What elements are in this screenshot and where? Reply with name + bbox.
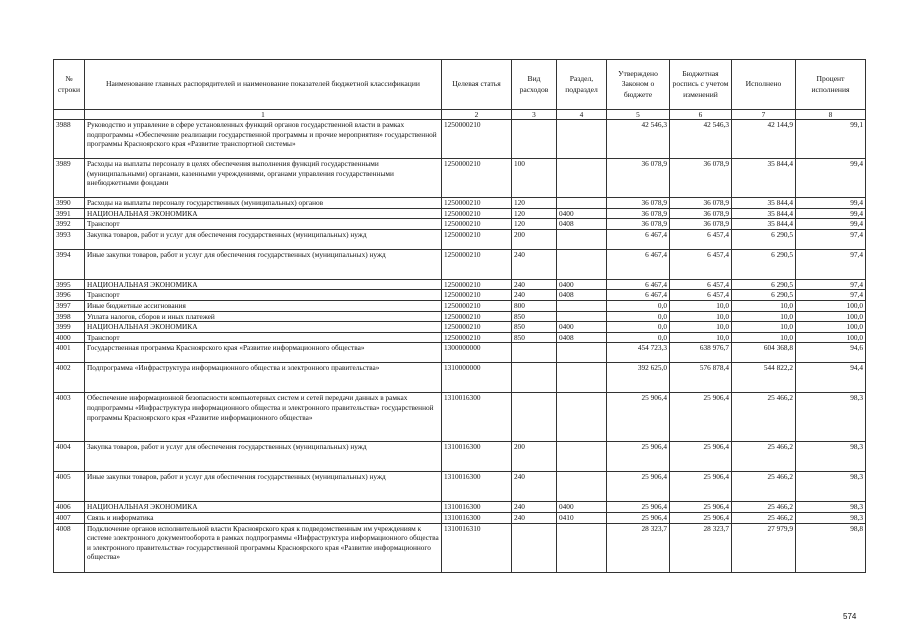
row-number: 3989 bbox=[54, 159, 85, 198]
row-number: 3997 bbox=[54, 300, 85, 311]
col-number: 3 bbox=[512, 110, 557, 120]
table-row bbox=[54, 363, 866, 393]
target-article: 1250000210 bbox=[442, 290, 512, 301]
budget-list-amount: 6 457,4 bbox=[670, 279, 732, 290]
section-code bbox=[557, 120, 607, 159]
row-name: НАЦИОНАЛЬНАЯ ЭКОНОМИКА bbox=[85, 208, 442, 219]
budget-list-amount: 10,0 bbox=[670, 322, 732, 333]
table-row bbox=[54, 442, 866, 472]
budget-list-amount: 36 078,9 bbox=[670, 208, 732, 219]
execution-percent: 97,4 bbox=[796, 229, 866, 249]
table-row bbox=[54, 290, 866, 301]
budget-list-amount: 576 878,4 bbox=[670, 363, 732, 393]
header-approved: Утверждено Законом о бюджете bbox=[607, 60, 670, 110]
table-row bbox=[54, 393, 866, 442]
section-code: 0410 bbox=[557, 512, 607, 523]
execution-percent: 98,3 bbox=[796, 502, 866, 513]
expense-type: 850 bbox=[512, 311, 557, 322]
row-name: Руководство и управление в сфере установленных функций органов государственной власти в рамках подпрограммы «Обеспечение реализации государственной программы и прочие мероприятия» государственной программы Красноярского края «Развитие транспортной системы» bbox=[85, 120, 442, 159]
approved-amount: 25 906,4 bbox=[607, 472, 670, 502]
budget-list-amount: 6 457,4 bbox=[670, 229, 732, 249]
row-number: 3990 bbox=[54, 198, 85, 209]
row-number: 3994 bbox=[54, 249, 85, 279]
approved-amount: 25 906,4 bbox=[607, 502, 670, 513]
approved-amount: 42 546,3 bbox=[607, 120, 670, 159]
section-code bbox=[557, 523, 607, 572]
header-percent: Процент исполнения bbox=[796, 60, 866, 110]
column-numbers-row bbox=[54, 110, 866, 120]
table-row bbox=[54, 300, 866, 311]
executed-amount: 35 844,4 bbox=[732, 198, 796, 209]
budget-list-amount: 25 906,4 bbox=[670, 512, 732, 523]
executed-amount: 25 466,2 bbox=[732, 502, 796, 513]
expense-type bbox=[512, 393, 557, 442]
section-code bbox=[557, 393, 607, 442]
budget-list-amount: 28 323,7 bbox=[670, 523, 732, 572]
section-code bbox=[557, 198, 607, 209]
row-name: Связь и информатика bbox=[85, 512, 442, 523]
section-code: 0408 bbox=[557, 332, 607, 343]
target-article: 1250000210 bbox=[442, 120, 512, 159]
table-row bbox=[54, 523, 866, 572]
target-article: 1310016310 bbox=[442, 523, 512, 572]
approved-amount: 6 467,4 bbox=[607, 290, 670, 301]
execution-percent: 100,0 bbox=[796, 300, 866, 311]
execution-percent: 99,4 bbox=[796, 208, 866, 219]
executed-amount: 42 144,9 bbox=[732, 120, 796, 159]
table-row bbox=[54, 198, 866, 209]
section-code bbox=[557, 472, 607, 502]
budget-list-amount: 25 906,4 bbox=[670, 472, 732, 502]
expense-type: 800 bbox=[512, 300, 557, 311]
approved-amount: 6 467,4 bbox=[607, 249, 670, 279]
executed-amount: 544 822,2 bbox=[732, 363, 796, 393]
budget-list-amount: 10,0 bbox=[670, 311, 732, 322]
target-article: 1250000210 bbox=[442, 159, 512, 198]
expense-type: 240 bbox=[512, 290, 557, 301]
budget-list-amount: 10,0 bbox=[670, 332, 732, 343]
target-article: 1250000210 bbox=[442, 219, 512, 230]
expense-type: 240 bbox=[512, 249, 557, 279]
approved-amount: 392 625,0 bbox=[607, 363, 670, 393]
expense-type: 120 bbox=[512, 208, 557, 219]
execution-percent: 97,4 bbox=[796, 249, 866, 279]
executed-amount: 10,0 bbox=[732, 311, 796, 322]
row-number: 4007 bbox=[54, 512, 85, 523]
execution-percent: 100,0 bbox=[796, 322, 866, 333]
expense-type: 200 bbox=[512, 229, 557, 249]
executed-amount: 27 979,9 bbox=[732, 523, 796, 572]
executed-amount: 35 844,4 bbox=[732, 159, 796, 198]
executed-amount: 10,0 bbox=[732, 322, 796, 333]
approved-amount: 6 467,4 bbox=[607, 279, 670, 290]
budget-list-amount: 6 457,4 bbox=[670, 249, 732, 279]
row-number: 4001 bbox=[54, 343, 85, 363]
executed-amount: 25 466,2 bbox=[732, 472, 796, 502]
target-article: 1310016300 bbox=[442, 512, 512, 523]
target-article: 1310016300 bbox=[442, 472, 512, 502]
execution-percent: 94,4 bbox=[796, 363, 866, 393]
header-budget-list: Бюджетная роспись с учетом изменений bbox=[670, 60, 732, 110]
table-row bbox=[54, 512, 866, 523]
budget-list-amount: 25 906,4 bbox=[670, 442, 732, 472]
table-row bbox=[54, 332, 866, 343]
table-row bbox=[54, 159, 866, 198]
approved-amount: 0,0 bbox=[607, 311, 670, 322]
executed-amount: 25 466,2 bbox=[732, 393, 796, 442]
col-number: 1 bbox=[85, 110, 442, 120]
expense-type: 240 bbox=[512, 279, 557, 290]
header-executed: Исполнено bbox=[732, 60, 796, 110]
execution-percent: 100,0 bbox=[796, 332, 866, 343]
expense-type: 240 bbox=[512, 512, 557, 523]
execution-percent: 100,0 bbox=[796, 311, 866, 322]
expense-type: 100 bbox=[512, 159, 557, 198]
execution-percent: 99,4 bbox=[796, 198, 866, 209]
row-name: Государственная программа Красноярского края «Развитие информационного общества» bbox=[85, 343, 442, 363]
expense-type bbox=[512, 363, 557, 393]
expense-type: 850 bbox=[512, 332, 557, 343]
section-code: 0408 bbox=[557, 290, 607, 301]
section-code bbox=[557, 229, 607, 249]
approved-amount: 36 078,9 bbox=[607, 198, 670, 209]
budget-list-amount: 10,0 bbox=[670, 300, 732, 311]
row-number: 3999 bbox=[54, 322, 85, 333]
target-article: 1250000210 bbox=[442, 311, 512, 322]
executed-amount: 35 844,4 bbox=[732, 208, 796, 219]
target-article: 1310016300 bbox=[442, 393, 512, 442]
row-number: 4002 bbox=[54, 363, 85, 393]
row-name: НАЦИОНАЛЬНАЯ ЭКОНОМИКА bbox=[85, 322, 442, 333]
row-name: Подпрограмма «Инфраструктура информационного общества и электронного правительства» bbox=[85, 363, 442, 393]
budget-list-amount: 638 976,7 bbox=[670, 343, 732, 363]
row-number: 3992 bbox=[54, 219, 85, 230]
row-name: Обеспечение информационной безопасности компьютерных систем и сетей передачи данных в рамках подпрограммы «Инфраструктура информационного общества и электронного правительства» государственной программы Красноярского края «Развитие информационного общества» bbox=[85, 393, 442, 442]
approved-amount: 25 906,4 bbox=[607, 442, 670, 472]
budget-list-amount: 36 078,9 bbox=[670, 198, 732, 209]
approved-amount: 454 723,3 bbox=[607, 343, 670, 363]
approved-amount: 28 323,7 bbox=[607, 523, 670, 572]
header-row-no: № строки bbox=[54, 60, 85, 110]
row-name: Иные закупки товаров, работ и услуг для обеспечения государственных (муниципальных) нужд bbox=[85, 249, 442, 279]
row-name: Транспорт bbox=[85, 290, 442, 301]
section-code: 0400 bbox=[557, 279, 607, 290]
row-number: 3998 bbox=[54, 311, 85, 322]
table-row bbox=[54, 311, 866, 322]
section-code bbox=[557, 300, 607, 311]
target-article: 1250000210 bbox=[442, 332, 512, 343]
approved-amount: 0,0 bbox=[607, 322, 670, 333]
execution-percent: 98,3 bbox=[796, 442, 866, 472]
execution-percent: 98,3 bbox=[796, 393, 866, 442]
expense-type: 120 bbox=[512, 219, 557, 230]
budget-list-amount: 42 546,3 bbox=[670, 120, 732, 159]
header-name: Наименование главных распорядителей и наименование показателей бюджетной классификации bbox=[85, 60, 442, 110]
section-code: 0400 bbox=[557, 322, 607, 333]
target-article: 1310016300 bbox=[442, 442, 512, 472]
expense-type: 200 bbox=[512, 442, 557, 472]
page-number: 574 bbox=[843, 612, 857, 621]
section-code bbox=[557, 249, 607, 279]
section-code bbox=[557, 311, 607, 322]
section-code bbox=[557, 363, 607, 393]
target-article: 1310000000 bbox=[442, 363, 512, 393]
table-row bbox=[54, 120, 866, 159]
executed-amount: 35 844,4 bbox=[732, 219, 796, 230]
header-target: Целевая статья bbox=[442, 60, 512, 110]
target-article: 1250000210 bbox=[442, 300, 512, 311]
table-row bbox=[54, 279, 866, 290]
section-code: 0408 bbox=[557, 219, 607, 230]
execution-percent: 99,4 bbox=[796, 219, 866, 230]
row-name: НАЦИОНАЛЬНАЯ ЭКОНОМИКА bbox=[85, 502, 442, 513]
row-name: Расходы на выплаты персоналу в целях обеспечения выполнения функций государственными (муниципальными) органами, казенными учреждениями, органами управления государственными внебюджетными фондами bbox=[85, 159, 442, 198]
approved-amount: 36 078,9 bbox=[607, 159, 670, 198]
execution-percent: 97,4 bbox=[796, 290, 866, 301]
table-row bbox=[54, 208, 866, 219]
row-number: 4008 bbox=[54, 523, 85, 572]
table-row bbox=[54, 219, 866, 230]
row-number: 4004 bbox=[54, 442, 85, 472]
row-name: Иные бюджетные ассигнования bbox=[85, 300, 442, 311]
executed-amount: 25 466,2 bbox=[732, 442, 796, 472]
row-name: Подключение органов исполнительной власти Красноярского края к подведомственным им учреждениям к системе электронного документооборота в рамках подпрограммы «Инфраструктура информационного общества и электронного правительства» государственной программы Красноярского края «Развитие информационного общества» bbox=[85, 523, 442, 572]
row-number: 4000 bbox=[54, 332, 85, 343]
target-article: 1250000210 bbox=[442, 229, 512, 249]
execution-percent: 97,4 bbox=[796, 279, 866, 290]
approved-amount: 36 078,9 bbox=[607, 208, 670, 219]
row-number: 3988 bbox=[54, 120, 85, 159]
target-article: 1250000210 bbox=[442, 279, 512, 290]
col-number: 8 bbox=[796, 110, 866, 120]
executed-amount: 6 290,5 bbox=[732, 249, 796, 279]
col-number: 6 bbox=[670, 110, 732, 120]
section-code bbox=[557, 343, 607, 363]
expense-type: 240 bbox=[512, 472, 557, 502]
col-number bbox=[54, 110, 85, 120]
col-number: 4 bbox=[557, 110, 607, 120]
expense-type: 120 bbox=[512, 198, 557, 209]
execution-percent: 99,1 bbox=[796, 120, 866, 159]
budget-list-amount: 25 906,4 bbox=[670, 502, 732, 513]
expense-type: 240 bbox=[512, 502, 557, 513]
header-section: Раздел, подраздел bbox=[557, 60, 607, 110]
target-article: 1250000210 bbox=[442, 322, 512, 333]
execution-percent: 94,6 bbox=[796, 343, 866, 363]
table-row bbox=[54, 472, 866, 502]
row-name: Транспорт bbox=[85, 332, 442, 343]
expense-type: 850 bbox=[512, 322, 557, 333]
section-code: 0400 bbox=[557, 502, 607, 513]
budget-list-amount: 25 906,4 bbox=[670, 393, 732, 442]
execution-percent: 99,4 bbox=[796, 159, 866, 198]
expense-type bbox=[512, 343, 557, 363]
target-article: 1250000210 bbox=[442, 208, 512, 219]
budget-table bbox=[53, 59, 866, 573]
execution-percent: 98,3 bbox=[796, 512, 866, 523]
table-row bbox=[54, 322, 866, 333]
executed-amount: 10,0 bbox=[732, 332, 796, 343]
header-exp-type: Вид расходов bbox=[512, 60, 557, 110]
row-number: 3991 bbox=[54, 208, 85, 219]
header-row bbox=[54, 60, 866, 110]
budget-list-amount: 6 457,4 bbox=[670, 290, 732, 301]
col-number: 7 bbox=[732, 110, 796, 120]
expense-type bbox=[512, 120, 557, 159]
row-number: 4003 bbox=[54, 393, 85, 442]
budget-list-amount: 36 078,9 bbox=[670, 159, 732, 198]
section-code bbox=[557, 159, 607, 198]
table-row bbox=[54, 502, 866, 513]
approved-amount: 0,0 bbox=[607, 332, 670, 343]
executed-amount: 604 368,8 bbox=[732, 343, 796, 363]
row-number: 3996 bbox=[54, 290, 85, 301]
approved-amount: 0,0 bbox=[607, 300, 670, 311]
execution-percent: 98,8 bbox=[796, 523, 866, 572]
table-row bbox=[54, 343, 866, 363]
table-row bbox=[54, 229, 866, 249]
expense-type bbox=[512, 523, 557, 572]
table-row bbox=[54, 249, 866, 279]
executed-amount: 10,0 bbox=[732, 300, 796, 311]
row-name: НАЦИОНАЛЬНАЯ ЭКОНОМИКА bbox=[85, 279, 442, 290]
row-name: Транспорт bbox=[85, 219, 442, 230]
row-name: Закупка товаров, работ и услуг для обеспечения государственных (муниципальных) нужд bbox=[85, 442, 442, 472]
target-article: 1300000000 bbox=[442, 343, 512, 363]
row-number: 4006 bbox=[54, 502, 85, 513]
section-code: 0400 bbox=[557, 208, 607, 219]
col-number: 2 bbox=[442, 110, 512, 120]
executed-amount: 6 290,5 bbox=[732, 279, 796, 290]
target-article: 1310016300 bbox=[442, 502, 512, 513]
approved-amount: 25 906,4 bbox=[607, 512, 670, 523]
approved-amount: 6 467,4 bbox=[607, 229, 670, 249]
row-name: Закупка товаров, работ и услуг для обеспечения государственных (муниципальных) нужд bbox=[85, 229, 442, 249]
executed-amount: 6 290,5 bbox=[732, 229, 796, 249]
target-article: 1250000210 bbox=[442, 249, 512, 279]
row-number: 3993 bbox=[54, 229, 85, 249]
row-number: 4005 bbox=[54, 472, 85, 502]
executed-amount: 25 466,2 bbox=[732, 512, 796, 523]
section-code bbox=[557, 442, 607, 472]
row-name: Уплата налогов, сборов и иных платежей bbox=[85, 311, 442, 322]
executed-amount: 6 290,5 bbox=[732, 290, 796, 301]
budget-list-amount: 36 078,9 bbox=[670, 219, 732, 230]
row-name: Расходы на выплаты персоналу государственных (муниципальных) органов bbox=[85, 198, 442, 209]
approved-amount: 36 078,9 bbox=[607, 219, 670, 230]
row-number: 3995 bbox=[54, 279, 85, 290]
approved-amount: 25 906,4 bbox=[607, 393, 670, 442]
row-name: Иные закупки товаров, работ и услуг для обеспечения государственных (муниципальных) нужд bbox=[85, 472, 442, 502]
execution-percent: 98,3 bbox=[796, 472, 866, 502]
col-number: 5 bbox=[607, 110, 670, 120]
target-article: 1250000210 bbox=[442, 198, 512, 209]
